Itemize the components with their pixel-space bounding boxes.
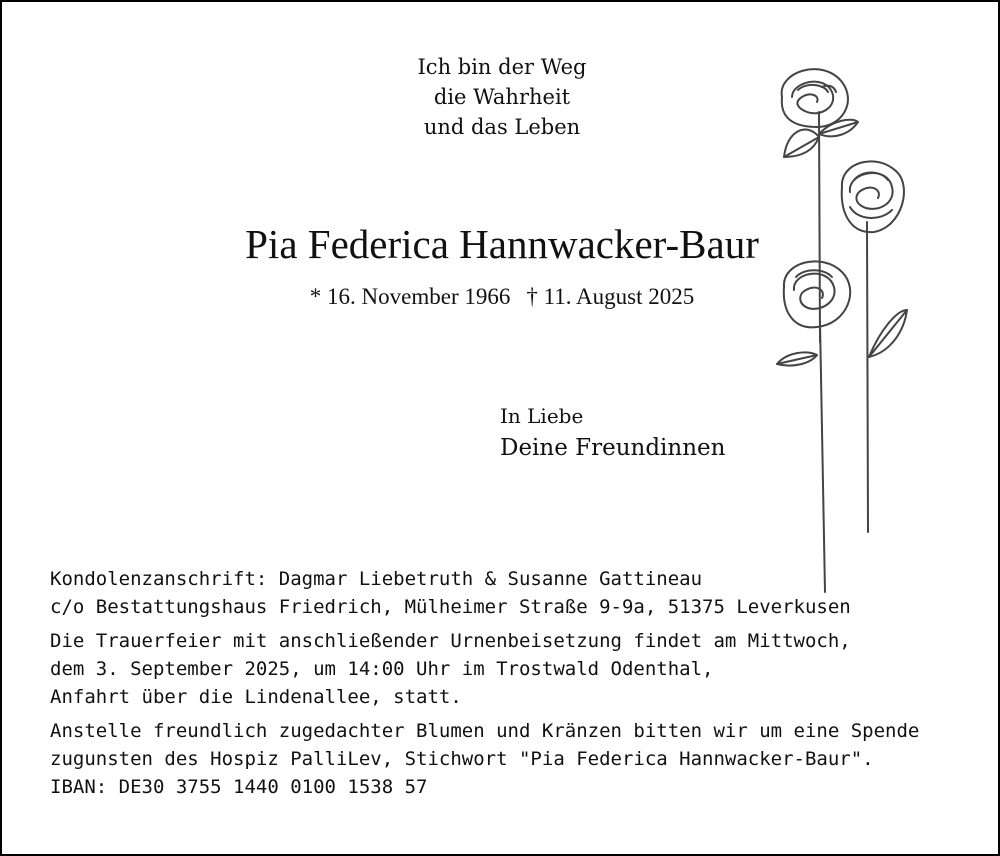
- verse-line: die Wahrheit: [433, 85, 571, 109]
- details-line: Anfahrt über die Lindenallee, statt.: [50, 686, 462, 708]
- birth-date: * 16. November 1966: [309, 284, 511, 309]
- details-line: zugunsten des Hospiz PalliLev, Stichwort "Pia Federica Hannwacker-Baur".: [50, 748, 874, 770]
- condolence-address: [50, 565, 970, 621]
- life-dates: [202, 282, 802, 312]
- farewell-signature: Deine Freundinnen: [500, 435, 726, 461]
- details-line: dem 3. September 2025, um 14:00 Uhr im Trostwald Odenthal,: [50, 658, 714, 680]
- details-line: Die Trauerfeier mit anschließender Urnenbeisetzung findet am Mittwoch,: [50, 630, 851, 652]
- details-line: Anstelle freundlich zugedachter Blumen und Kränzen bitten wir um eine Spende: [50, 720, 920, 742]
- death-date: † 11. August 2025: [526, 284, 695, 309]
- verse-line: und das Leben: [423, 115, 581, 139]
- rose-drawing-icon: [762, 62, 942, 602]
- farewell-line: In Liebe: [500, 404, 584, 428]
- farewell: [500, 402, 800, 466]
- verse-line: Ich bin der Weg: [417, 55, 587, 79]
- bible-verse: [382, 52, 622, 142]
- details: [50, 565, 970, 807]
- details-line: c/o Bestattungshaus Friedrich, Mülheimer Straße 9-9a, 51375 Leverkusen: [50, 596, 851, 618]
- deceased-name: Pia Federica Hannwacker-Baur: [245, 221, 759, 267]
- funeral-info: [50, 627, 970, 711]
- iban: IBAN: DE30 3755 1440 0100 1538 57: [50, 776, 428, 798]
- details-line: Kondolenzanschrift: Dagmar Liebetruth & Susanne Gattineau: [50, 568, 703, 590]
- donation-info: [50, 717, 970, 801]
